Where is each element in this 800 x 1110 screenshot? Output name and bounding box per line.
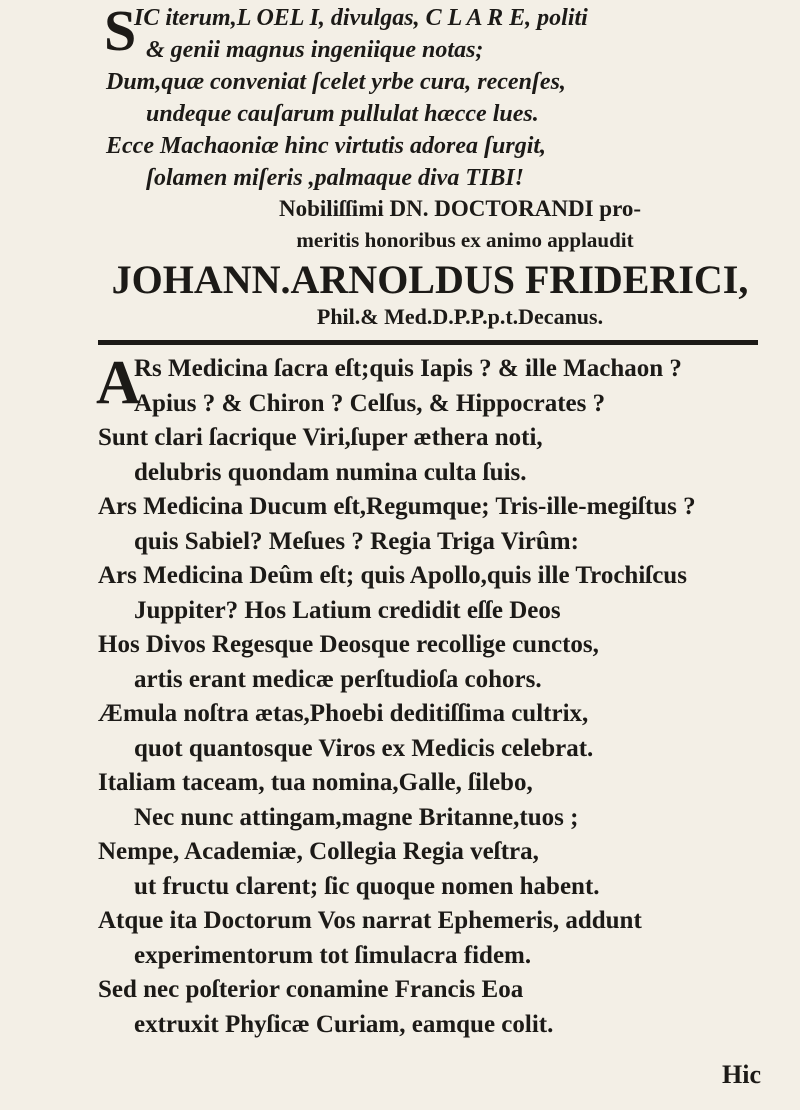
author-name: JOHANN.ARNOLDUS FRIDERICI, bbox=[111, 257, 749, 302]
drop-cap-letter: A bbox=[96, 349, 141, 417]
main-poem bbox=[96, 349, 798, 1042]
poem-line: Nempe, Academiæ, Collegia Regia veſtra, bbox=[98, 838, 539, 865]
author-title: Phil.& Med.D.P.P.p.t.Decanus. bbox=[316, 304, 604, 329]
poem-line: Rs Medicina ſacra eſt;quis Iapis ? & ille Machaon ? bbox=[134, 355, 682, 382]
poem-line: Nec nunc attingam,magne Britanne,tuos ; bbox=[134, 803, 579, 831]
dedication-line-2: meritis honoribus ex animo applaudit bbox=[296, 228, 634, 252]
poem-line: Italiam taceam, tua nomina,Galle, ſilebo, bbox=[98, 769, 533, 796]
poem-line: experimentorum tot ſimulacra fidem. bbox=[134, 941, 532, 969]
poem-line: Sed nec poſterior conamine Francis Eoa bbox=[98, 976, 524, 1003]
drop-cap-letter: S bbox=[104, 0, 137, 63]
poem-line: Sunt clari ſacrique Viri,ſuper æthera noti, bbox=[98, 424, 543, 451]
poem-line: Æmula noſtra ætas,Phoebi deditiſſima cultrix, bbox=[98, 700, 589, 727]
poem-line: ut fructu clarent; ſic quoque nomen habent. bbox=[134, 872, 600, 900]
poem-line: Hos Divos Regesque Deosque recollige cunctos, bbox=[98, 631, 599, 658]
poem-line: extruxit Phyſicæ Curiam, eamque colit. bbox=[134, 1010, 554, 1038]
poem-line: Atque ita Doctorum Vos narrat Ephemeris, addunt bbox=[98, 907, 642, 934]
verse-line: & genii magnus ingeniique notas; bbox=[146, 37, 484, 63]
verse-line: Dum,quæ conveniat ſcelet yrbe cura, recenſes, bbox=[106, 69, 566, 95]
verse-line: ſolamen miſeris ,palmaque diva TIBI! bbox=[146, 165, 524, 191]
verse-line: IC iterum,L OEL I, divulgas, C L A R E, politi bbox=[134, 5, 588, 31]
poem-line: Ars Medicina Deûm eſt; quis Apollo,quis ille Trochiſcus bbox=[98, 562, 687, 589]
poem-line: Juppiter? Hos Latium credidit eſſe Deos bbox=[134, 596, 561, 624]
catchword: Hic bbox=[722, 1060, 761, 1089]
horizontal-rule bbox=[98, 340, 758, 345]
verse-line: Ecce Machaoniæ hinc virtutis adorea ſurgit, bbox=[106, 133, 547, 159]
poem-line: Apius ? & Chiron ? Celſus, & Hippocrates ? bbox=[134, 389, 606, 417]
dedicatory-verse bbox=[106, 2, 796, 194]
poem-line: artis erant medicæ perſtudioſa cohors. bbox=[134, 665, 542, 693]
poem-line: Ars Medicina Ducum eſt,Regumque; Tris-ille-megiſtus ? bbox=[98, 493, 696, 520]
poem-line: quis Sabiel? Meſues ? Regia Triga Virûm: bbox=[134, 527, 579, 555]
dedication-line-1: Nobiliſſimi DN. DOCTORANDI pro- bbox=[278, 196, 642, 221]
poem-line: delubris quondam numina culta ſuis. bbox=[134, 458, 527, 486]
verse-line: undeque cauſarum pullulat hæcce lues. bbox=[146, 101, 539, 127]
poem-line: quot quantosque Viros ex Medicis celebrat. bbox=[134, 734, 594, 762]
